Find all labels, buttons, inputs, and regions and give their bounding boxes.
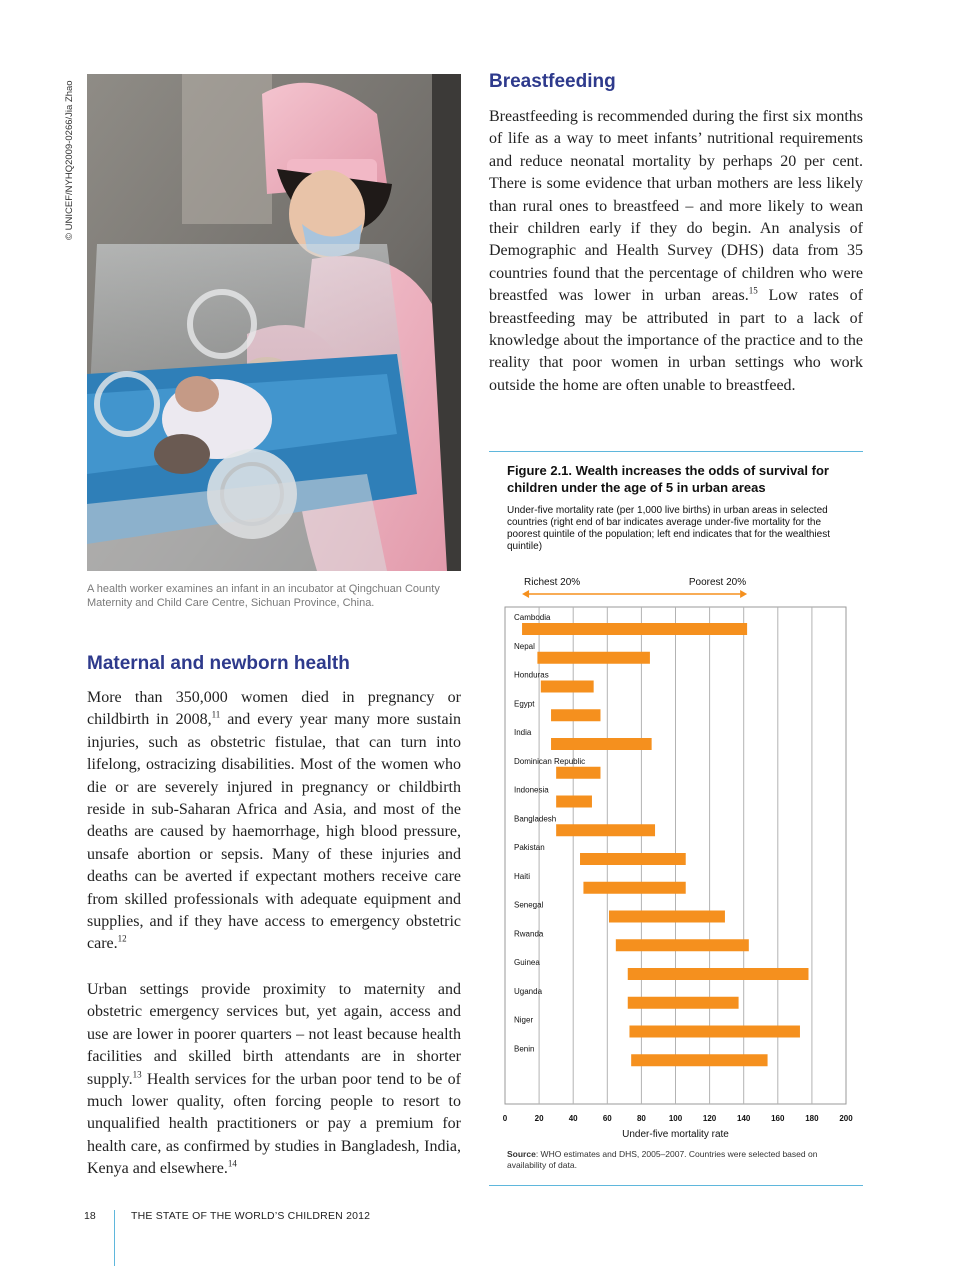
photo-illustration (87, 74, 461, 571)
category-label: Dominican Republic (514, 756, 586, 766)
bar-cambodia (522, 623, 747, 635)
category-label: Niger (514, 1015, 534, 1025)
section-heading-breastfeeding: Breastfeeding (489, 71, 616, 92)
bar-haiti (583, 882, 685, 894)
x-tick-label-60: 60 (602, 1114, 612, 1123)
category-label: India (514, 728, 532, 737)
bar-senegal (609, 911, 725, 923)
maternal-paragraph-2: Urban settings provide proximity to maternity and obstetric emergency services but, yet again, access and use are lower in poorer quarters – not least because health facilities and skilled birth attendants are in shorter supply.$^{13}$ Health services for the urban poor tend to be of much lower quality, often forcing people to resort to unqualified health practitioners or pay a premium for health care, as confirmed by studies in Bangladesh, India, Kenya and elsewhere.$^{14}$ (87, 981, 461, 1178)
breastfeeding-paragraph: Breastfeeding is recommended during the first six months of life as a way to meet infants’ nutritional requirements and reduce neonatal mortality by perhaps 20 per cent. There is some evidence that urban mothers are less likely than rural ones to breastfeed – and more likely to wean their children early if they do begin. An analysis of Demographic and Health Survey (DHS) data from 35 countries found that the percentage of children who were breastfed was lower in urban areas.$^{15}$ Low rates of breastfeeding may be attributed in part to a lack of knowledge about the importance of the practice and to the reality that poor women in urban settings who work outside the home are often unable to breastfeed. (489, 108, 863, 394)
bar-dominican-republic (556, 767, 600, 779)
x-tick-label-0: 0 (502, 1114, 508, 1123)
bar-niger (629, 1026, 800, 1038)
photo-credit: © UNICEF/NYHQ2009-0266/Jia Zhao (64, 80, 75, 240)
category-label: Cambodia (514, 613, 551, 622)
figure-subtitle: Under-five mortality rate (per 1,000 live births) in urban areas in selected countries (right end of bar indicates average under-five mortality for the poorest quintile of the population; left end indicates that for the wealthiest quintile) (507, 505, 830, 552)
x-tick-label-80: 80 (636, 1114, 646, 1123)
bar-honduras (541, 681, 594, 693)
category-label: Guinea (514, 958, 540, 967)
figure-box (489, 451, 863, 1186)
bar-bangladesh (556, 824, 655, 836)
bar-guinea (628, 968, 809, 980)
category-label: Haiti (514, 871, 531, 881)
page-number: 18 (84, 1210, 96, 1222)
x-tick-label-20: 20 (534, 1114, 544, 1123)
bar-egypt (551, 709, 600, 721)
photo-caption: A health worker examines an infant in an incubator at Qingchuan County Maternity and Child Care Centre, Sichuan Province, China. (87, 583, 440, 609)
section-heading-maternal: Maternal and newborn health (87, 653, 350, 674)
category-label: Honduras (514, 670, 549, 680)
x-tick-label-140: 140 (737, 1114, 751, 1123)
bar-nepal (537, 652, 650, 664)
figure-source: Source: WHO estimates and DHS, 2005–2007. Countries were selected based on availability of data. (507, 1149, 818, 1170)
bar-india (551, 738, 652, 750)
footer-divider (114, 1210, 115, 1266)
legend-arrow-right (740, 590, 747, 598)
x-tick-label-100: 100 (668, 1114, 683, 1123)
bar-uganda (628, 997, 739, 1009)
x-tick-label-200: 200 (839, 1114, 853, 1123)
category-label: Rwanda (514, 929, 544, 939)
category-label: Nepal (514, 641, 535, 651)
figure-chart (489, 572, 863, 1140)
category-label: Bangladesh (514, 814, 557, 824)
bar-indonesia (556, 796, 592, 808)
category-label: Uganda (514, 986, 543, 996)
category-label: Egypt (514, 699, 535, 709)
category-label: Senegal (514, 900, 544, 910)
legend-poorest: Poorest 20% (688, 577, 747, 588)
x-tick-label-120: 120 (702, 1114, 717, 1123)
figure-title: Figure 2.1. Wealth increases the odds of survival for children under the age of 5 in urban areas (507, 463, 829, 495)
publication-title: THE STATE OF THE WORLD’S CHILDREN 2012 (131, 1210, 371, 1222)
bar-pakistan (580, 853, 686, 865)
photo-incubator (87, 74, 461, 571)
x-axis-label: Under-five mortality rate (622, 1129, 729, 1140)
maternal-paragraph-1: More than 350,000 women died in pregnancy or childbirth in 2008,11 and every year many more sustain injuries, such as obstetric fistulae, that can turn into lifelong, ostracizing disabilities. Most of the women who die or are severely injured in pregnancy or childbirth reside in sub-Saharan Africa and Asia, and most of the deaths are caused by haemorrhage, high blood pressure, unsafe abortion or sepsis. Many of these injuries and deaths can be averted if expectant mothers receive care from skilled professionals with adequate equipment and supplies, and if they have access to emergency obstetric care.$^{12}$ (87, 689, 462, 953)
category-label: Benin (514, 1044, 535, 1054)
legend-richest: Richest 20% (524, 577, 581, 588)
category-label: Pakistan (514, 843, 545, 852)
bar-rwanda (616, 939, 749, 951)
x-tick-label-160: 160 (771, 1114, 785, 1123)
bar-benin (631, 1054, 767, 1066)
x-tick-label-40: 40 (568, 1114, 578, 1123)
category-label: Indonesia (514, 785, 549, 795)
legend-arrow-left (522, 590, 529, 598)
x-tick-label-180: 180 (805, 1114, 819, 1123)
